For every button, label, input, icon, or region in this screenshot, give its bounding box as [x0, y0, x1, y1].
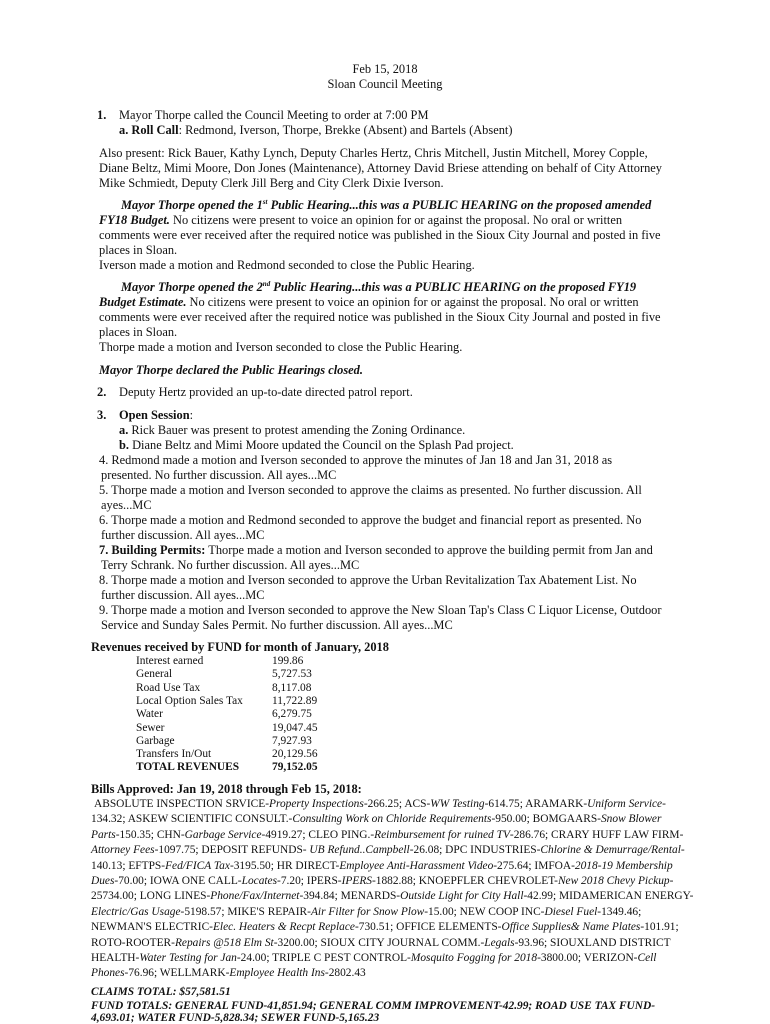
- revenue-amount: 199.86: [272, 655, 304, 667]
- revenue-amount: 11,722.89: [272, 694, 318, 707]
- bill-line: [91, 951, 656, 966]
- open-session-a-text: Rick Bauer was present to protest amending the Zoning Ordinance.: [131, 423, 466, 437]
- bill-vendor-amount: -286.76; CRARY HUFF LAW FIRM-: [509, 828, 684, 841]
- hearing1-line: places in Sloan.: [99, 243, 178, 257]
- bill-description: Chlorine & Demurrage/Rental: [540, 844, 681, 857]
- bills-heading: Bills Approved: Jan 19, 2018 through Feb 15, 2018:: [91, 782, 362, 796]
- item6-line: 6. Thorpe made a motion and Redmond seconded to approve the budget and financial report as presented. No: [99, 513, 642, 527]
- bill-description: Legals: [484, 936, 515, 949]
- bill-description: UB Refund..Campbell: [309, 844, 410, 857]
- open-session-a: [119, 423, 465, 438]
- item7-line: Terry Schrank. No further discussion. All ayes...MC: [101, 558, 360, 572]
- bill-description: IPERS: [341, 875, 372, 887]
- hearings-closed: Mayor Thorpe declared the Public Hearings closed.: [99, 363, 363, 377]
- meeting-date: Feb 15, 2018: [352, 62, 418, 76]
- revenue-fund-name: Transfers In/Out: [136, 748, 212, 761]
- revenue-fund-name: Sewer: [136, 721, 165, 734]
- bill-vendor-amount: NEWMAN'S ELECTRIC-: [91, 921, 213, 934]
- bill-vendor-amount: -3200.00; SIOUX CITY JOURNAL COMM.-: [273, 936, 485, 949]
- bill-description: Property Inspections: [269, 798, 364, 810]
- item1-text: Mayor Thorpe called the Council Meeting to order at 7:00 PM: [119, 108, 429, 122]
- revenue-amount: 8,117.08: [272, 681, 312, 694]
- revenues-heading: Revenues received by FUND for month of January, 2018: [91, 640, 389, 654]
- fund-totals: FUND TOTALS: GENERAL FUND-41,851.94; GENERAL COMM IMPROVEMENT-42.99; ROAD USE TAX FUND-: [91, 1000, 656, 1012]
- claims-total: CLAIMS TOTAL: $57,581.51: [91, 986, 231, 998]
- hearing2-text: No citizens were present to voice an opinion for or against the proposal. No oral or written: [186, 295, 639, 309]
- hearing2-motion: Thorpe made a motion and Iverson seconded to close the Public Hearing.: [99, 340, 463, 354]
- present-line: Also present: Rick Bauer, Kathy Lynch, Deputy Charles Hertz, Chris Mitchell, Justin Mitchell, Morey Copple,: [99, 146, 648, 160]
- bill-line: [91, 812, 661, 827]
- hearing2-line: places in Sloan.: [99, 325, 178, 339]
- bill-vendor-amount: -1882.88; KNOEPFLER CHEVROLET-: [371, 875, 558, 887]
- item-letter: b.: [119, 438, 129, 452]
- revenue-amount: 6,279.75: [272, 708, 312, 721]
- bill-vendor-amount: 25734.00; LONG LINES-: [91, 890, 211, 903]
- bill-description: Snow Blower: [600, 813, 662, 826]
- bill-line: [94, 797, 666, 812]
- hearing1-subject: FY18 Budget.: [99, 213, 170, 227]
- total-revenues-amount: 79,152.05: [272, 761, 318, 774]
- bill-vendor-amount: -: [680, 844, 685, 857]
- present-line: Mike Schmiedt, Deputy Clerk Jill Berg and City Clerk Dixie Iverson.: [99, 176, 444, 190]
- bill-vendor-amount: -: [662, 798, 666, 810]
- bill-vendor-amount: -70.00; IOWA ONE CALL-: [114, 875, 242, 887]
- item5-line: 5. Thorpe made a motion and Iverson seconded to approve the claims as presented. No further discussion. All: [99, 483, 642, 497]
- bill-line: [91, 828, 683, 843]
- open-session-b-text: Diane Beltz and Mimi Moore updated the Council on the Splash Pad project.: [132, 438, 514, 452]
- bill-line: [91, 843, 685, 858]
- bill-vendor-amount: -266.25; ACS-: [363, 798, 431, 810]
- bill-vendor-amount: ABSOLUTE INSPECTION SRVICE-: [94, 798, 270, 810]
- bill-line: [91, 966, 366, 981]
- bill-description: Outside Light for City Hall: [400, 890, 524, 903]
- bill-description: Locates: [241, 875, 278, 887]
- bill-vendor-amount: -42.99; MIDAMERICAN ENERGY-: [523, 890, 694, 903]
- bill-description: Dues: [91, 875, 115, 887]
- item-number: 3.: [97, 408, 107, 422]
- bill-vendor-amount: -26.08; DPC INDUSTRIES-: [409, 844, 541, 857]
- bill-description: Elec. Heaters & Recpt Replace: [212, 921, 355, 934]
- bill-description: Electric/Gas Usage: [91, 905, 181, 918]
- revenue-fund-name: Interest earned: [136, 655, 204, 667]
- hearing2-lead: Mayor Thorpe opened the 2: [121, 280, 263, 294]
- total-revenues-label: TOTAL REVENUES: [136, 761, 240, 774]
- hearing1-sup: st: [262, 197, 268, 206]
- bill-description: Air Filter for Snow Plow: [310, 905, 425, 918]
- bill-description: Diesel Fuel: [544, 905, 598, 918]
- bill-vendor-amount: ROTO-ROOTER-: [91, 936, 175, 949]
- bill-line: [91, 889, 693, 904]
- bill-description: Mosquito Fogging for 2018: [410, 952, 538, 964]
- hearing1-lead-rest: Public Hearing...this was a PUBLIC HEARING on the proposed amended: [267, 198, 652, 212]
- present-line: Diane Beltz, Mimi Moore, Don Jones (Maintenance), Attorney David Briese attending on behalf of City Attorney: [99, 161, 662, 175]
- item8-line: 8. Thorpe made a motion and Iverson seconded to approve the Urban Revitalization Tax Abatement List. No: [99, 573, 637, 587]
- item7-line: [99, 543, 653, 558]
- item9-line: Service and Sunday Sales Permit. No further discussion. All ayes...MC: [101, 618, 453, 632]
- roll-call-text: : Redmond, Iverson, Thorpe, Brekke (Absent) and Bartels (Absent): [178, 123, 513, 137]
- open-session-label: Open Session: [119, 408, 190, 422]
- building-permits-label: Building Permits:: [111, 543, 206, 557]
- revenue-fund-name: Garbage: [136, 734, 175, 747]
- bill-description: WW Testing: [430, 798, 485, 810]
- bill-description: Employee Health Ins: [229, 967, 325, 980]
- item-number: 2.: [97, 385, 107, 399]
- bill-line: [91, 905, 641, 920]
- open-session-heading: Open Session:: [119, 408, 194, 422]
- item6-line: further discussion. All ayes...MC: [101, 528, 265, 542]
- bill-description: Phone/Fax/Internet: [210, 890, 300, 903]
- hearing1-line: comments were ever received after the required notice was published in the Sioux City Journal and posted in five: [99, 228, 661, 242]
- bill-vendor-amount: 134.32; ASKEW SCIENTIFIC CONSULT.-: [91, 813, 293, 826]
- bill-description: Repairs @518 Elm St: [174, 936, 274, 949]
- roll-call-label: Roll Call: [131, 123, 179, 137]
- bill-vendor-amount: -24.00; TRIPLE C PEST CONTROL-: [236, 952, 411, 964]
- bill-description: Reimbursement for ruined TV: [374, 828, 510, 841]
- bill-vendor-amount: -: [669, 875, 674, 887]
- bill-vendor-amount: -4919.27; CLEO PING.-: [261, 828, 375, 841]
- hearing1-lead: Mayor Thorpe opened the 1: [121, 198, 263, 212]
- bill-vendor-amount: -76.96; WELLMARK-: [124, 967, 230, 980]
- hearing2-line: [99, 295, 639, 310]
- bill-vendor-amount: -150.35; CHN-: [115, 828, 185, 841]
- item4-line: 4. Redmond made a motion and Iverson seconded to approve the minutes of Jan 18 and Jan 31, 2018 as: [99, 453, 613, 467]
- bill-vendor-amount: -730.51; OFFICE ELEMENTS-: [354, 921, 502, 934]
- bill-vendor-amount: HEALTH-: [91, 952, 140, 964]
- item2-text: Deputy Hertz provided an up-to-date directed patrol report.: [119, 385, 413, 399]
- bill-description: Cell: [637, 952, 657, 964]
- item-number: 1.: [97, 108, 107, 122]
- bill-description: 2018-19 Membership: [574, 859, 673, 872]
- meeting-title: Sloan Council Meeting: [327, 77, 443, 91]
- bill-vendor-amount: -275.64; IMFOA-: [493, 859, 575, 872]
- bill-description: Fed/FICA Tax: [165, 859, 230, 872]
- bill-description: Uniform Service: [587, 798, 663, 810]
- item5-line: ayes...MC: [101, 498, 152, 512]
- hearing2-sup: nd: [262, 279, 271, 288]
- bill-line: [91, 874, 673, 889]
- hearing1-title: [121, 198, 651, 213]
- item7-text: Thorpe made a motion and Iverson seconded to approve the building permit from Jan and: [205, 543, 653, 557]
- bill-vendor-amount: -394.84; MENARDS-: [299, 890, 401, 903]
- hearing1-motion: Iverson made a motion and Redmond seconded to close the Public Hearing.: [99, 258, 475, 272]
- item-letter: a.: [119, 423, 129, 437]
- bill-vendor-amount: -5198.57; MIKE'S REPAIR-: [180, 905, 311, 918]
- bill-vendor-amount: -101.91;: [640, 921, 679, 934]
- item8-line: further discussion. All ayes...MC: [101, 588, 265, 602]
- bill-vendor-amount: -614.75; ARAMARK-: [484, 798, 588, 810]
- revenue-amount: 5,727.53: [272, 668, 312, 681]
- item9-line: 9. Thorpe made a motion and Iverson seconded to approve the New Sloan Tap's Class C Liquor License, Outdoor: [99, 603, 662, 617]
- bill-description: Garbage Service: [184, 828, 262, 841]
- hearing2-title: [121, 280, 636, 295]
- hearing2-lead-rest: Public Hearing...this was a PUBLIC HEARING on the proposed FY19: [270, 280, 637, 294]
- bill-description: Phones: [91, 967, 125, 980]
- bill-vendor-amount: -3800.00; VERIZON-: [537, 952, 638, 964]
- bill-vendor-amount: -7.20; IPERS-: [277, 875, 342, 887]
- bill-description: Attorney Fees: [91, 844, 155, 857]
- bill-description: New 2018 Chevy Pickup: [557, 875, 670, 887]
- hearing1-line: [99, 213, 622, 228]
- bill-vendor-amount: -1349.46;: [597, 905, 642, 918]
- hearing1-text: No citizens were present to voice an opinion for or against the proposal. No oral or written: [169, 213, 623, 227]
- fund-totals: 4,693.01; WATER FUND-5,828.34; SEWER FUND-5,165.23: [91, 1012, 380, 1024]
- bill-vendor-amount: -3195.50; HR DIRECT-: [229, 859, 340, 872]
- bill-vendor-amount: -1097.75; DEPOSIT REFUNDS-: [154, 844, 310, 857]
- bill-description: Consulting Work on Chloride Requirements: [292, 813, 492, 826]
- revenue-fund-name: General: [136, 668, 173, 681]
- bill-description: Employee Anti-Harassment Video: [339, 859, 494, 872]
- bill-line: [91, 936, 671, 951]
- item4-line: presented. No further discussion. All ayes...MC: [101, 468, 337, 482]
- bill-line: [91, 859, 673, 874]
- revenue-amount: 7,927.93: [272, 734, 312, 747]
- bill-description: Office Supplies& Name Plates: [501, 921, 641, 934]
- revenue-fund-name: Water: [136, 708, 163, 721]
- hearing2-subject: Budget Estimate.: [99, 295, 187, 309]
- roll-call-letter: a.: [119, 123, 129, 137]
- bill-vendor-amount: -15.00; NEW COOP INC-: [424, 905, 545, 918]
- bill-vendor-amount: -93.96; SIOUXLAND DISTRICT: [514, 936, 671, 949]
- bill-vendor-amount: -950.00; BOMGAARS-: [491, 813, 601, 826]
- revenue-fund-name: Road Use Tax: [136, 681, 201, 694]
- bill-vendor-amount: 140.13; EFTPS-: [91, 859, 166, 872]
- hearing2-line: comments were ever received after the required notice was published in the Sioux City Journal and posted in five: [99, 310, 661, 324]
- item-number: 7.: [99, 543, 109, 557]
- bill-line: [91, 920, 679, 935]
- revenue-amount: 19,047.45: [272, 721, 318, 734]
- roll-call: [119, 123, 512, 138]
- revenue-fund-name: Local Option Sales Tax: [136, 694, 243, 707]
- open-session-b: [119, 438, 514, 453]
- revenue-amount: 20,129.56: [272, 748, 318, 761]
- bill-description: Parts: [91, 828, 116, 841]
- bill-description: Water Testing for Jan: [139, 952, 237, 964]
- bill-vendor-amount: -2802.43: [324, 967, 366, 980]
